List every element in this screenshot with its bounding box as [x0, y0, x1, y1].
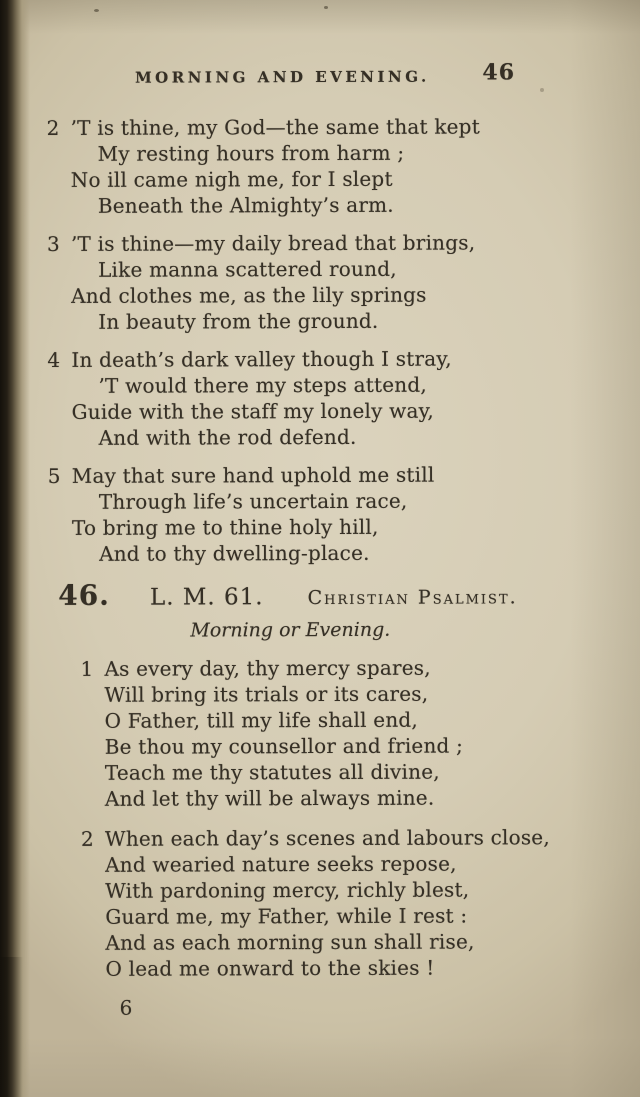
hymn-continuation-stanzas — [47, 113, 603, 567]
stanza — [47, 229, 601, 335]
verse-line: And to thy dwelling-place. — [98, 540, 370, 566]
paper-speck — [94, 9, 99, 12]
verse-line: Be thou my counsellor and friend ; — [104, 733, 464, 759]
verse-line: In death’s dark valley though I stray, — [71, 346, 452, 372]
verse-line: When each day’s scenes and labours close, — [104, 825, 550, 851]
hymn-heading — [48, 577, 602, 612]
stanza-lines — [104, 654, 603, 812]
stanza — [47, 345, 601, 451]
hymn-number: 46. — [58, 578, 110, 612]
verse-line: Teach me thy statutes all divine, — [104, 759, 440, 785]
verse-line: Like manna scattered round, — [98, 256, 397, 282]
page-header — [46, 59, 600, 91]
verse-line: ’T is thine, my God—the same that kept — [70, 114, 480, 140]
hymn-meter: L. M. 61. — [149, 584, 264, 611]
verse-line: To bring me to thine holy hill, — [71, 514, 379, 540]
stanza-lines — [71, 345, 601, 451]
verse-line: No ill came nigh me, for I slept — [70, 166, 393, 192]
verse-line: Beneath the Almighty’s arm. — [97, 192, 394, 218]
hymn-subtitle: Morning or Evening. — [190, 618, 391, 642]
verse-line: And clothes me, as the lily springs — [71, 282, 427, 308]
verse-line: Guard me, my Father, while I rest : — [105, 903, 468, 929]
stanza-number: 4 — [47, 347, 61, 372]
binding-shadow — [0, 0, 30, 1097]
stanza-lines — [105, 824, 604, 982]
stanza-number: 2 — [80, 826, 94, 851]
verse-line: In beauty from the ground. — [98, 308, 379, 334]
stanza-lines — [71, 113, 601, 219]
stanza-number: 5 — [47, 463, 61, 488]
stanza-number: 1 — [80, 656, 94, 681]
binding-shadow-foot — [0, 957, 26, 1097]
hymn-source: Christian Psalmist. — [307, 586, 518, 610]
verse-line: And as each morning sun shall rise, — [105, 929, 475, 955]
verse-line: Will bring its trials or its cares, — [104, 681, 429, 707]
verse-line: O lead me onward to the skies ! — [105, 955, 435, 981]
stanza-lines — [72, 461, 602, 567]
verse-line: Through life’s uncertain race, — [98, 488, 408, 514]
signature-mark: 6 — [119, 995, 133, 1020]
verse-line: And let thy will be always mine. — [104, 785, 435, 811]
stanza — [48, 461, 602, 567]
stanza-lines — [71, 229, 601, 335]
stanza-number: 3 — [46, 231, 60, 256]
stanza — [47, 113, 601, 219]
page-content — [46, 59, 603, 1020]
verse-line: And with the rod defend. — [98, 424, 357, 450]
verse-line: May that sure hand uphold me still — [71, 462, 435, 488]
verse-line: And wearied nature seeks repose, — [105, 851, 457, 877]
verse-line: O Father, till my life shall end, — [104, 707, 418, 733]
verse-line: Guide with the staff my lonely way, — [71, 398, 435, 424]
verse-line: My resting hours from harm ; — [97, 140, 405, 166]
verse-line: ’T is thine—my daily bread that brings, — [70, 230, 476, 256]
verse-line: ’T would there my steps attend, — [98, 372, 427, 398]
verse-line: As every day, thy mercy spares, — [104, 655, 431, 681]
stanza — [81, 824, 604, 982]
stanza-number: 2 — [46, 115, 60, 140]
stanza — [80, 654, 603, 812]
paper-speck — [324, 6, 328, 9]
page-number: 46 — [482, 59, 516, 86]
verse-line: With pardoning mercy, richly blest, — [105, 877, 470, 903]
running-title: MORNING AND EVENING. — [135, 67, 430, 87]
hymn-46-stanzas — [48, 654, 603, 982]
